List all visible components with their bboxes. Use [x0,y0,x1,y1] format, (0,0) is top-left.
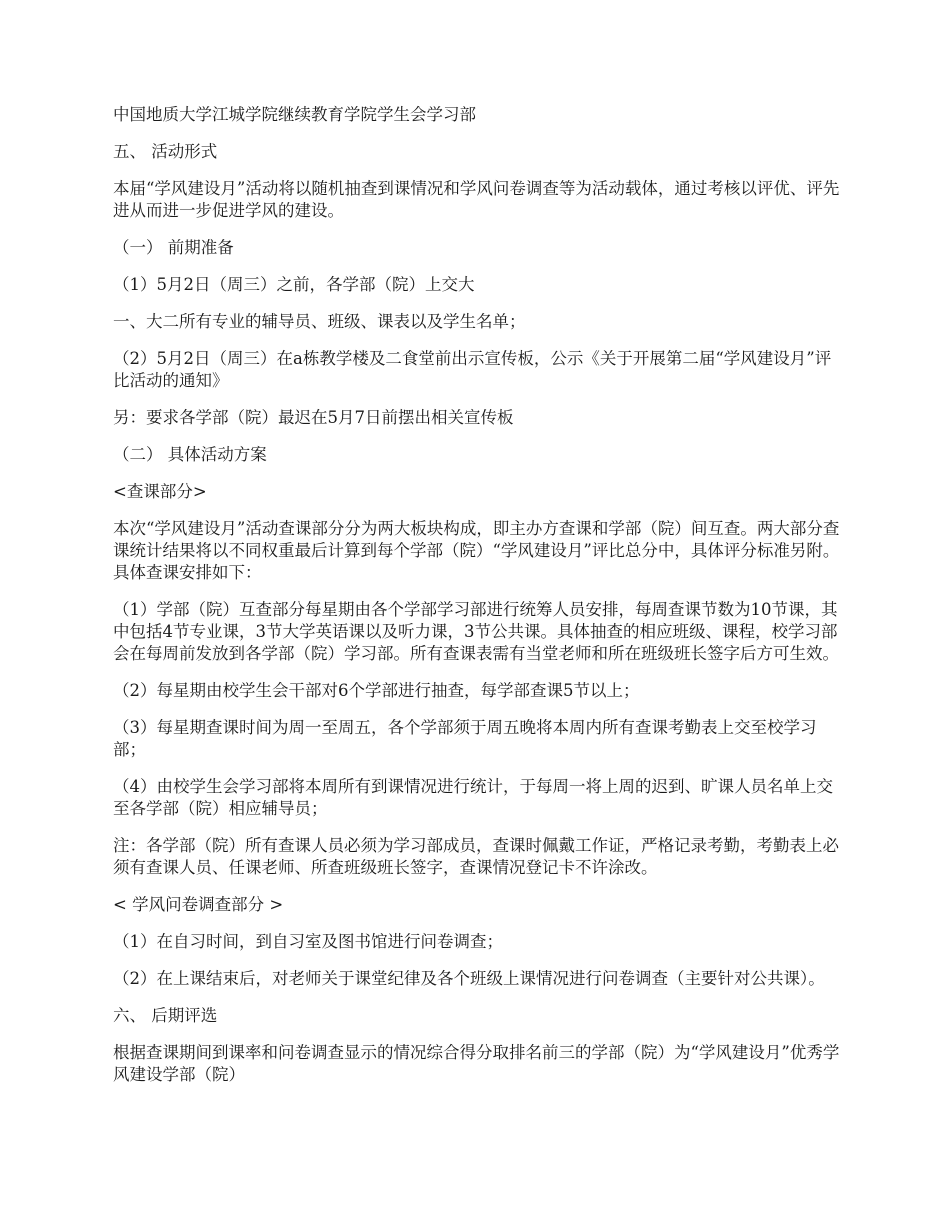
paragraph: （2）在上课结束后，对老师关于课堂纪律及各个班级上课情况进行问卷调查（主要针对公共课）。 [113,969,825,988]
paragraph: （2）5月2日（周三）在a栋教学楼及二食堂前出示宣传板，公示《关于开展第二届“学风建设月”评比活动的通知》 [113,349,832,390]
paragraph: （2）每星期由校学生会干部对6个学部进行抽查，每学部查课5节以上； [113,681,640,700]
subheading-check-class: <查课部分> [113,482,207,501]
subsection-heading-two: （二） 具体活动方案 [113,445,267,464]
section-heading-five: 五、 活动形式 [113,142,218,161]
paragraph: 一、大二所有专业的辅导员、班级、课表以及学生名单； [113,312,526,331]
paragraph: 本次“学风建设月”活动查课部分分为两大板块构成，即主办方查课和学部（院）间互查。两大部分查课统计结果将以不同权重最后计算到每个学部（院）“学风建设月”评比总分中，具体评分标准另附。具体查课安排如下： [113,519,840,582]
subsection-heading-one: （一） 前期准备 [113,238,234,257]
subheading-questionnaire: < 学风问卷调查部分 > [113,895,284,914]
paragraph: 另：要求各学部（院）最迟在5月7日前摆出相关宣传板 [113,408,514,427]
section-heading-six: 六、 后期评选 [113,1006,218,1025]
paragraph: 本届“学风建设月”活动将以随机抽查到课情况和学风问卷调查等为活动载体，通过考核以评优、评先进从而进一步促进学风的建设。 [113,179,840,220]
header-line: 中国地质大学江城学院继续教育学院学生会学习部 [113,105,476,124]
paragraph: （1）在自习时间，到自习室及图书馆进行问卷调查； [113,932,503,951]
paragraph: 根据查课期间到课率和问卷调查显示的情况综合得分取排名前三的学部（院）为“学风建设月”优秀学风建设学部（院） [113,1043,840,1084]
paragraph: （1）学部（院）互查部分每星期由各个学部学习部进行统筹人员安排，每周查课节数为10节课，其中包括4节专业课，3节大学英语课以及听力课，3节公共课。具体抽查的相应班级、课程，校学习部会在每周前发放到各学部（院）学习部。所有查课表需有当堂老师和所在班级班长签字后方可生效。 [113,600,839,663]
paragraph: （1）5月2日（周三）之前，各学部（院）上交大 [113,275,475,294]
paragraph: （4）由校学生会学习部将本周所有到课情况进行统计，于每周一将上周的迟到、旷课人员名单上交至各学部（院）相应辅导员； [113,777,833,818]
note-paragraph: 注：各学部（院）所有查课人员必须为学习部成员，查课时佩戴工作证，严格记录考勤，考勤表上必须有查课人员、任课老师、所查班级班长签字，查课情况登记卡不许涂改。 [113,836,839,877]
document-page [113,104,843,1101]
paragraph: （3）每星期查课时间为周一至周五，各个学部须于周五晚将本周内所有查课考勤表上交至校学习部； [113,718,817,759]
